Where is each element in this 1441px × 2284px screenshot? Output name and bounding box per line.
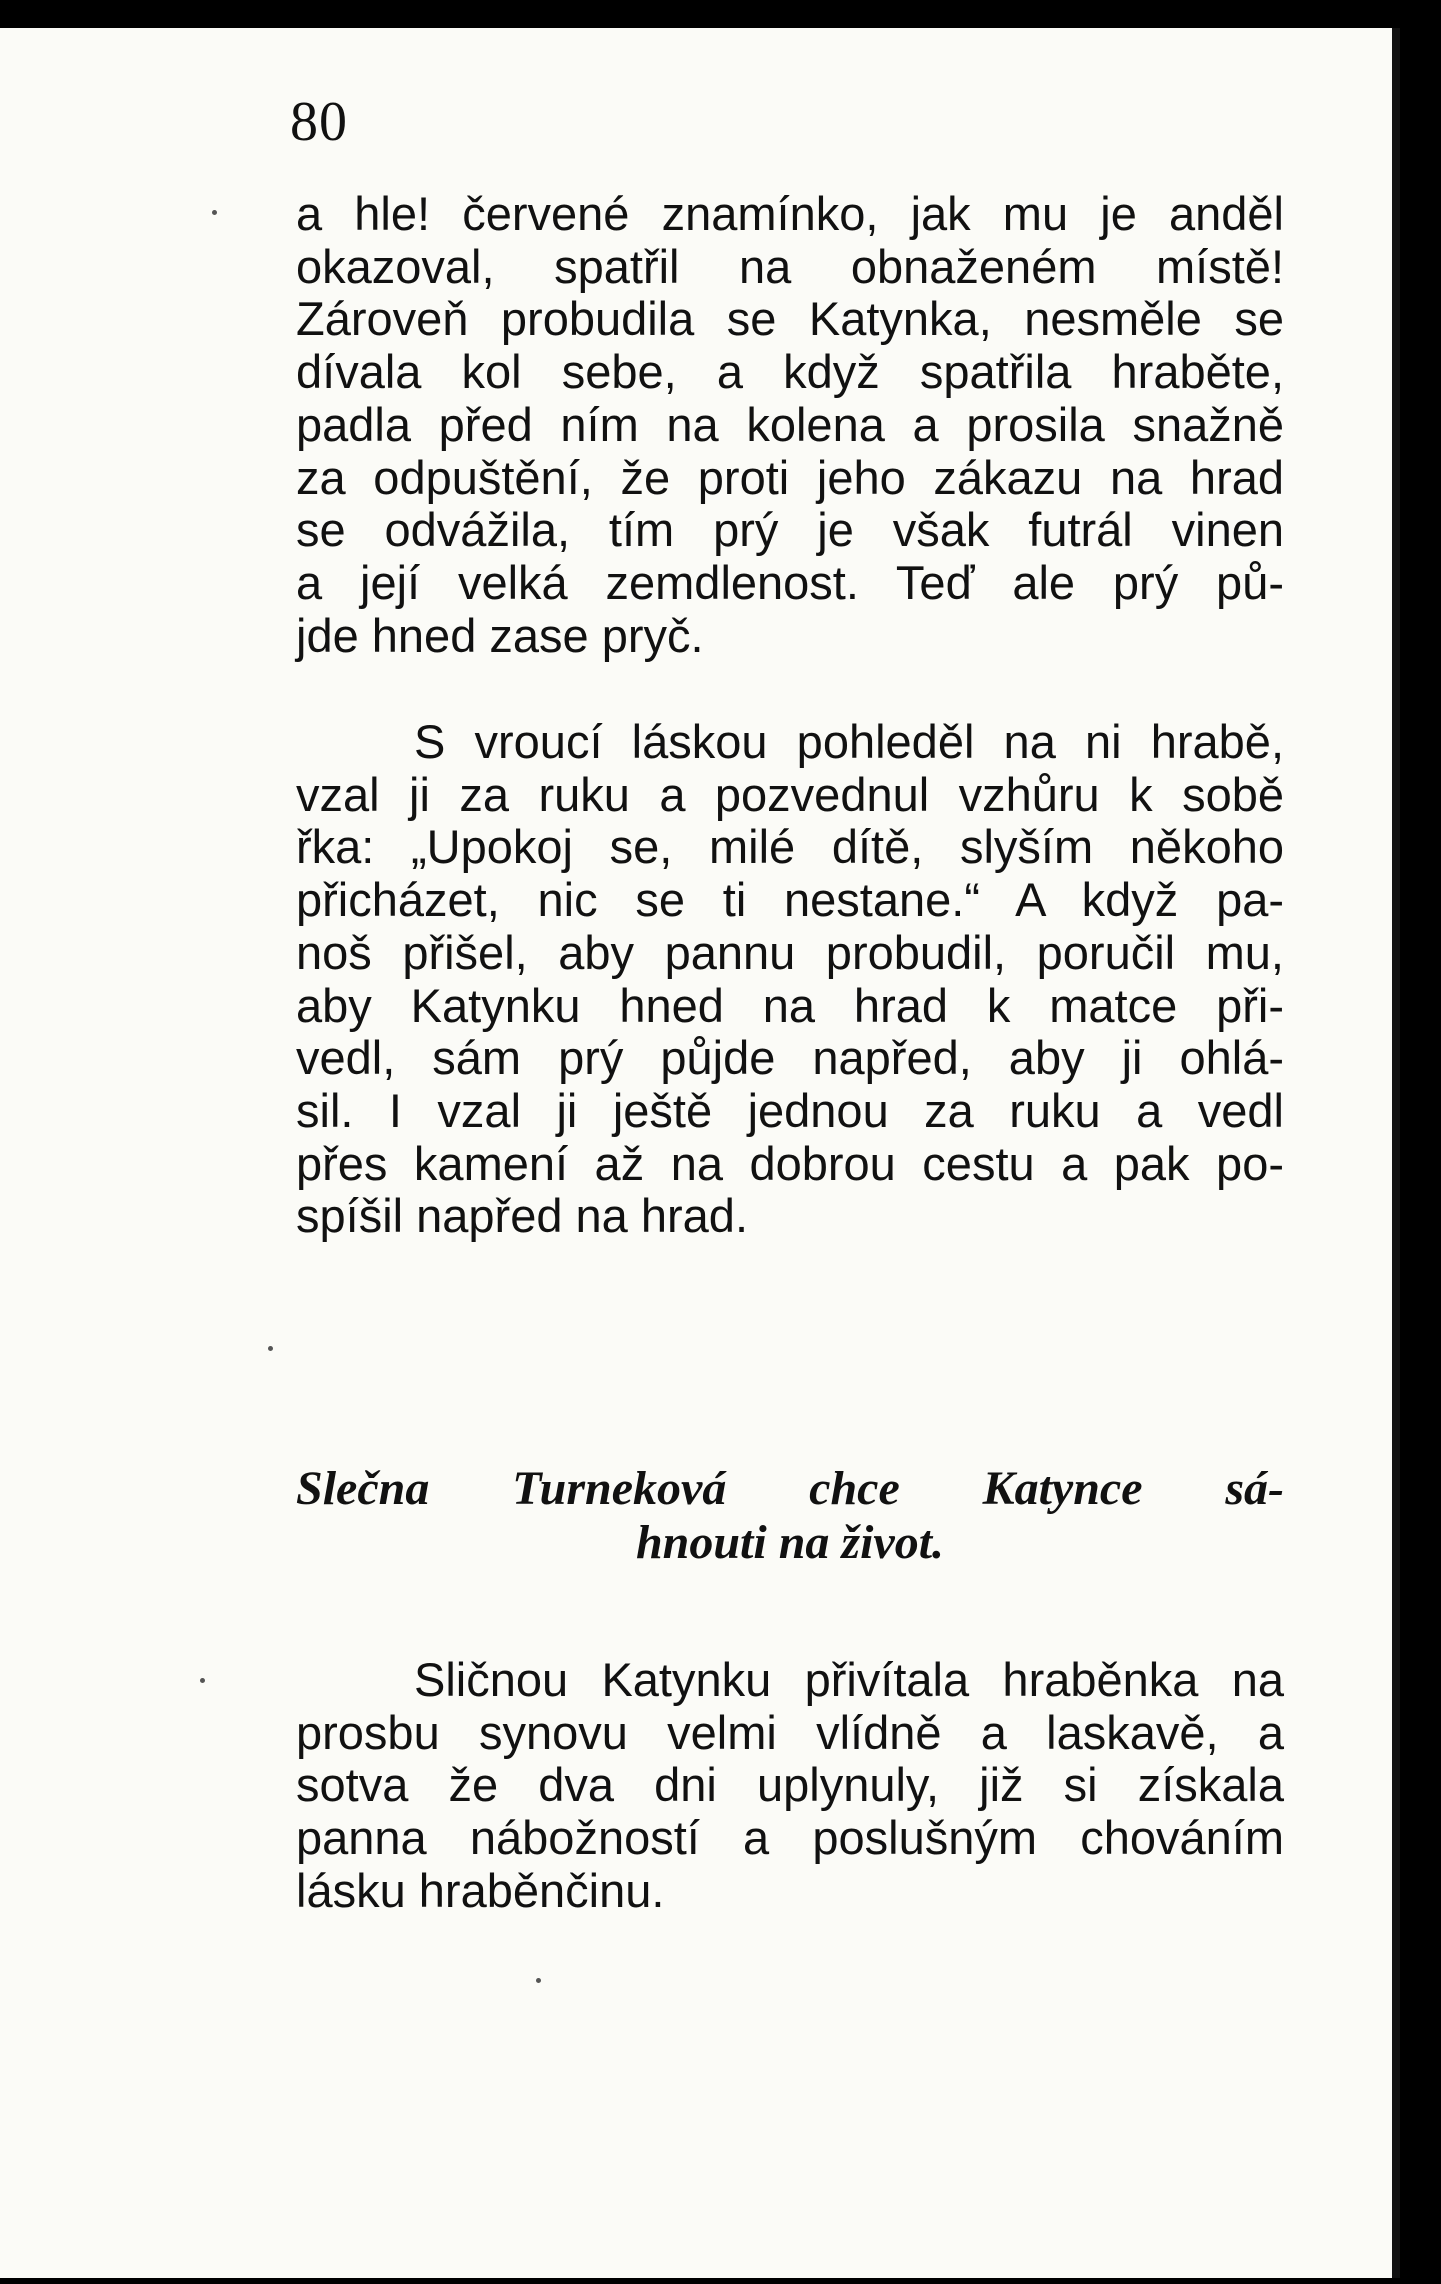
text-line: jde hned zase pryč. <box>296 608 704 662</box>
text-line: dívala kol sebe, a když spatřila hraběte, <box>296 345 1284 399</box>
text-line: padla před ním na kolena a prosila snažně <box>296 397 1284 451</box>
text-line: sotva že dva dni uplynuly, již si získala <box>296 1758 1284 1812</box>
text-line: lásku hraběnčinu. <box>296 1863 665 1917</box>
scan-speck <box>536 1978 541 1983</box>
heading-line-2: hnouti na život. <box>635 1516 945 1569</box>
text-line: přes kamení až na dobrou cestu a pak po- <box>296 1136 1284 1190</box>
scan-speck <box>268 1346 273 1351</box>
book-page <box>0 28 1400 2278</box>
text-line: za odpuštění, že proti jeho zákazu na hrad <box>296 450 1284 504</box>
text-line: řka: „Upokoj se, milé dítě, slyším někoho <box>296 820 1284 874</box>
scan-speck <box>200 1678 205 1683</box>
text-line: a hle! červené znamínko, jak mu je anděl <box>296 187 1284 240</box>
text-line: sil. I vzal ji ještě jednou za ruku a vedl <box>296 1083 1284 1137</box>
chapter-heading <box>296 1462 1284 1570</box>
text-line: vedl, sám prý půjde napřed, aby ji ohlá- <box>296 1031 1284 1085</box>
text-line: vzal ji za ruku a pozvednul vzhůru k sobě <box>296 767 1284 821</box>
page-edge-shadow <box>1392 28 1400 2278</box>
text-line: aby Katynku hned na hrad k matce při- <box>296 978 1284 1032</box>
text-line: a její velká zemdlenost. Teď ale prý pů- <box>296 555 1284 609</box>
text-line: noš přišel, aby pannu probudil, poručil mu, <box>296 925 1284 979</box>
text-line: S vroucí láskou pohleděl na ni hrabě, <box>414 715 1284 768</box>
text-line: panna nábožností a poslušným chováním <box>296 1811 1284 1865</box>
text-line: okazoval, spatřil na obnaženém místě! <box>296 239 1284 293</box>
scan-speck <box>212 210 217 215</box>
text-line: Sličnou Katynku přivítala hraběnka na <box>414 1653 1284 1706</box>
text-line: Zároveň probudila se Katynka, nesměle se <box>296 292 1284 346</box>
paragraph-1 <box>296 188 1284 662</box>
heading-line-1: Slečna Turneková chce Katynce sá- <box>296 1462 1284 1515</box>
page-number: 80 <box>290 91 348 153</box>
text-line: se odvážila, tím prý je však futrál vinen <box>296 503 1284 557</box>
text-line: přicházet, nic se ti nestane.“ A když pa- <box>296 873 1284 927</box>
text-line: prosbu synovu velmi vlídně a laskavě, a <box>296 1705 1284 1759</box>
text-line: spíšil napřed na hrad. <box>296 1189 749 1243</box>
paragraph-3 <box>296 1654 1284 1918</box>
paragraph-2 <box>296 716 1284 1243</box>
